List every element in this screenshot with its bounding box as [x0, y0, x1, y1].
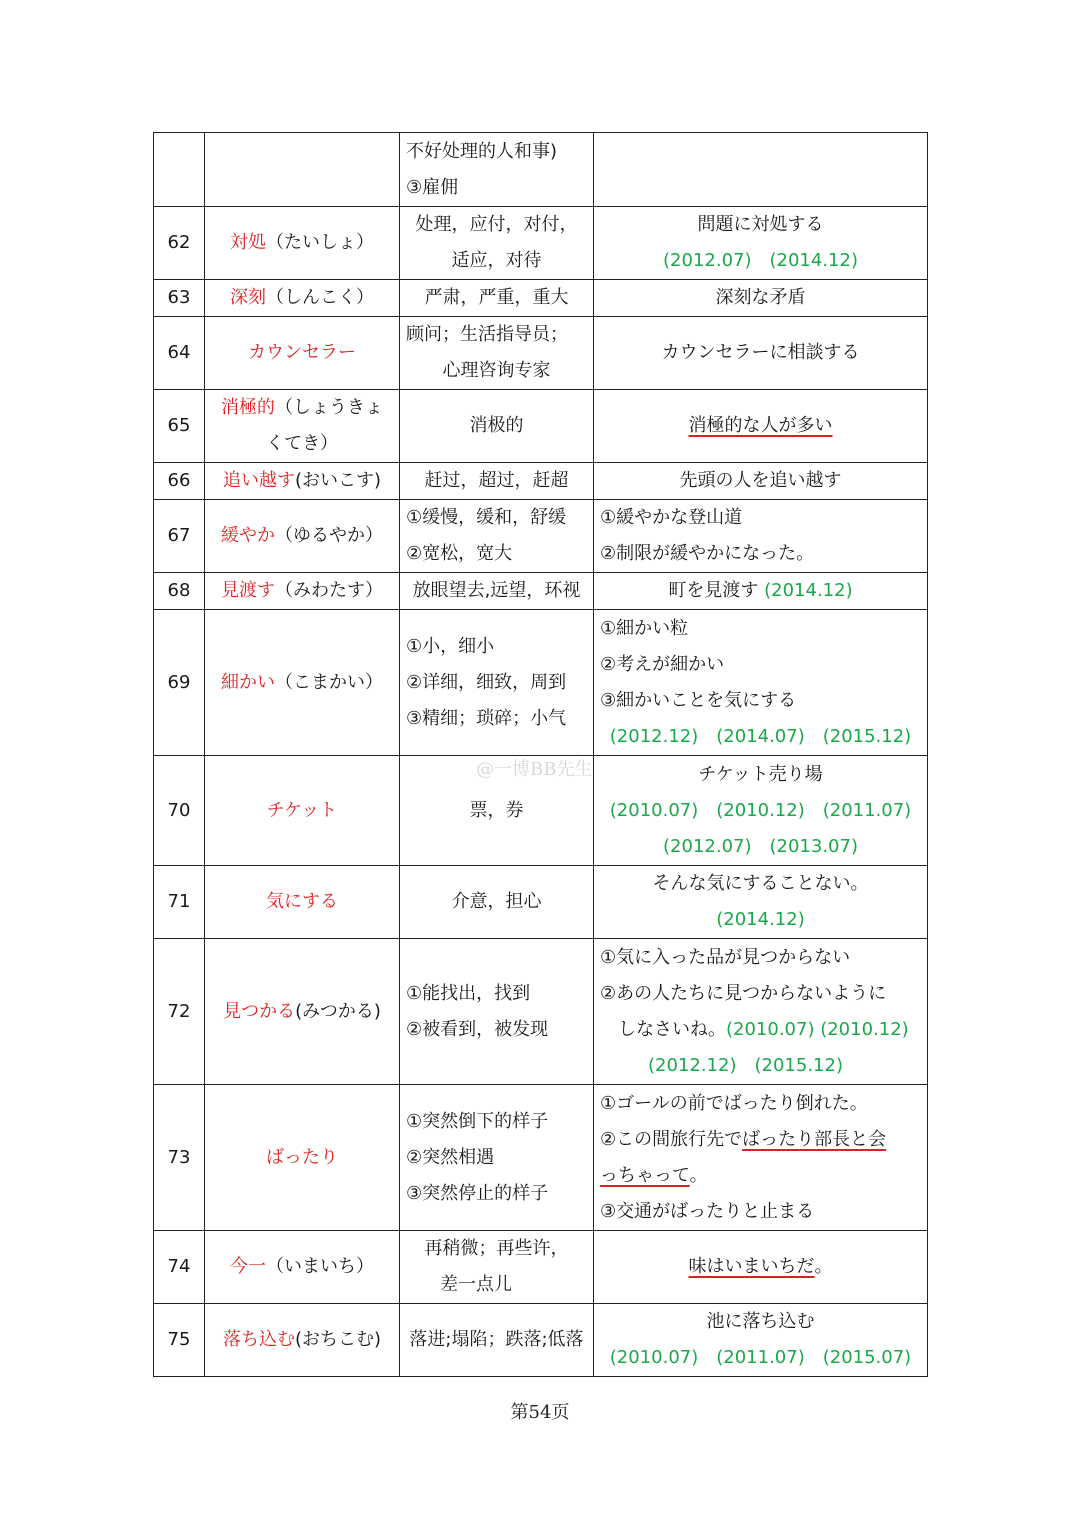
meaning-cell: 顾问；生活指导员； 心理咨询专家	[400, 317, 594, 390]
reading: （しんこく）	[266, 287, 374, 308]
table-row	[154, 500, 928, 573]
row-number: 71	[154, 866, 205, 939]
example-cell: ①気に入った品が見つからない ②あの人たちに見つからないように しなさいね。(2010.07) (2010.12) (2012.12) (2015.12)	[594, 939, 928, 1085]
meaning-cell: 不好处理的人和事) ③雇佣	[400, 133, 594, 207]
word-cell	[205, 573, 400, 610]
keyword: 追い越す	[222, 470, 295, 491]
word-cell	[205, 280, 400, 317]
keyword: 気にする	[266, 891, 338, 912]
meaning-cell: 放眼望去,远望，环视	[400, 573, 594, 610]
example-cell: 先頭の人を追い越す	[594, 463, 928, 500]
exam-years: (2010.07) (2010.12) (2011.07)	[609, 799, 912, 821]
row-number: 69	[154, 610, 205, 756]
word-cell	[205, 866, 400, 939]
keyword: カウンセラー	[248, 342, 356, 363]
example-cell: カウンセラーに相談する	[594, 317, 928, 390]
word-cell	[205, 756, 400, 866]
word-cell	[205, 207, 400, 280]
exam-years: (2012.07) (2014.12)	[663, 250, 858, 271]
row-number: 75	[154, 1304, 205, 1377]
example-cell: ①ゴールの前でばったり倒れた。 ②この間旅行先でばったり部長と会 っちゃって。 ③交通がばったりと止まる	[594, 1085, 928, 1231]
example-cell: 町を見渡す (2014.12)	[594, 573, 928, 610]
row-number: 66	[154, 463, 205, 500]
word-cell	[205, 939, 400, 1085]
example-cell: 消極的な人が多い	[594, 390, 928, 463]
keyword: 緩やか	[221, 525, 275, 546]
table-row	[154, 1304, 928, 1377]
row-number: 65	[154, 390, 205, 463]
word-cell	[205, 463, 400, 500]
exam-years: (2012.12) (2015.12)	[648, 1054, 843, 1076]
exam-years: (2010.07) (2010.12)	[726, 1018, 909, 1040]
reading: (みつかる)	[295, 1000, 381, 1022]
row-number: 62	[154, 207, 205, 280]
meaning-cell: 介意，担心	[400, 866, 594, 939]
word-cell	[205, 500, 400, 573]
meaning-cell: 票，券	[400, 756, 594, 866]
table-row	[154, 133, 928, 207]
reading: （こまかい）	[275, 671, 383, 693]
table-row	[154, 317, 928, 390]
meaning-cell: ①突然倒下的样子 ②突然相遇 ③突然停止的样子	[400, 1085, 594, 1231]
watermark: @一博BB先生	[476, 759, 593, 780]
exam-years: (2010.07) (2011.07) (2015.07)	[609, 1347, 912, 1368]
keyword: 消極的	[221, 397, 275, 418]
row-number: 73	[154, 1085, 205, 1231]
table-row	[154, 390, 928, 463]
exam-years: (2012.07) (2013.07)	[663, 835, 858, 857]
example-cell: 味はいまいちだ。	[594, 1231, 928, 1304]
example-cell: ①緩やかな登山道 ②制限が緩やかになった。	[594, 500, 928, 573]
meaning-cell: ①缓慢，缓和，舒缓 ②宽松，宽大	[400, 500, 594, 573]
reading: （いまいち）	[266, 1256, 374, 1277]
meaning-cell: 再稍微；再些许， 差一点儿	[400, 1231, 594, 1304]
row-number: 64	[154, 317, 205, 390]
table-row	[154, 939, 928, 1085]
word-cell	[205, 1304, 400, 1377]
word-cell	[205, 1085, 400, 1231]
exam-years: (2014.12)	[764, 580, 853, 601]
row-number: 72	[154, 939, 205, 1085]
word-cell	[205, 610, 400, 756]
row-number: 63	[154, 280, 205, 317]
exam-years: (2014.12)	[716, 909, 805, 930]
reading: （ゆるやか）	[275, 525, 383, 546]
table-row	[154, 610, 928, 756]
word-cell	[205, 1231, 400, 1304]
meaning-cell: ①能找出，找到 ②被看到，被发现	[400, 939, 594, 1085]
reading: （みわたす）	[275, 580, 383, 601]
reading: (おいこす)	[294, 470, 382, 491]
table-row	[154, 280, 928, 317]
reading: （しょうきょ	[275, 397, 383, 418]
reading: （たいしょ）	[266, 232, 374, 253]
keyword: 見つかる	[223, 1000, 296, 1022]
meaning-cell: 赶过，超过，赶超	[400, 463, 594, 500]
row-number: 70	[154, 756, 205, 866]
example-cell: 池に落ち込む (2010.07) (2011.07) (2015.07)	[594, 1304, 928, 1377]
table-row	[154, 866, 928, 939]
keyword: 今一	[230, 1256, 266, 1277]
meaning-cell: ①小，细小 ②详细，细致，周到 ③精细；琐碎；小气	[400, 610, 594, 756]
example-cell: チケット売り場 (2010.07) (2010.12) (2011.07) (2012.07) (2013.07)	[594, 756, 928, 866]
keyword: 落ち込む	[222, 1329, 295, 1350]
meaning-cell: 消极的	[400, 390, 594, 463]
example-cell: そんな気にすることない。 (2014.12)	[594, 866, 928, 939]
reading: (おちこむ)	[294, 1329, 382, 1350]
table-row	[154, 1085, 928, 1231]
word-cell	[205, 317, 400, 390]
meaning-cell: 处理，应付，对付， 适应，对待	[400, 207, 594, 280]
example-cell: 深刻な矛盾	[594, 280, 928, 317]
keyword: 見渡す	[221, 580, 275, 601]
row-number: 68	[154, 573, 205, 610]
keyword: 細かい	[221, 671, 275, 693]
table-row	[154, 573, 928, 610]
row-number: 74	[154, 1231, 205, 1304]
table-row	[154, 207, 928, 280]
keyword: 対処	[230, 232, 266, 253]
page-number: 第54页	[510, 1402, 570, 1423]
word-cell: 消極的（しょうきょ くてき）	[205, 390, 400, 463]
meaning-cell: 严肃，严重，重大	[400, 280, 594, 317]
keyword: チケット	[266, 799, 338, 821]
meaning-cell: 落进;塌陷；跌落;低落	[400, 1304, 594, 1377]
table-row	[154, 463, 928, 500]
keyword: 深刻	[230, 287, 266, 308]
example-cell: ①細かい粒 ②考えが細かい ③細かいことを気にする (2012.12) (2014.07) (2015.12)	[594, 610, 928, 756]
table-row	[154, 1231, 928, 1304]
example-cell: 問題に対処する (2012.07) (2014.12)	[594, 207, 928, 280]
exam-years: (2012.12) (2014.07) (2015.12)	[609, 725, 912, 747]
keyword: ばったり	[266, 1146, 338, 1168]
row-number: 67	[154, 500, 205, 573]
